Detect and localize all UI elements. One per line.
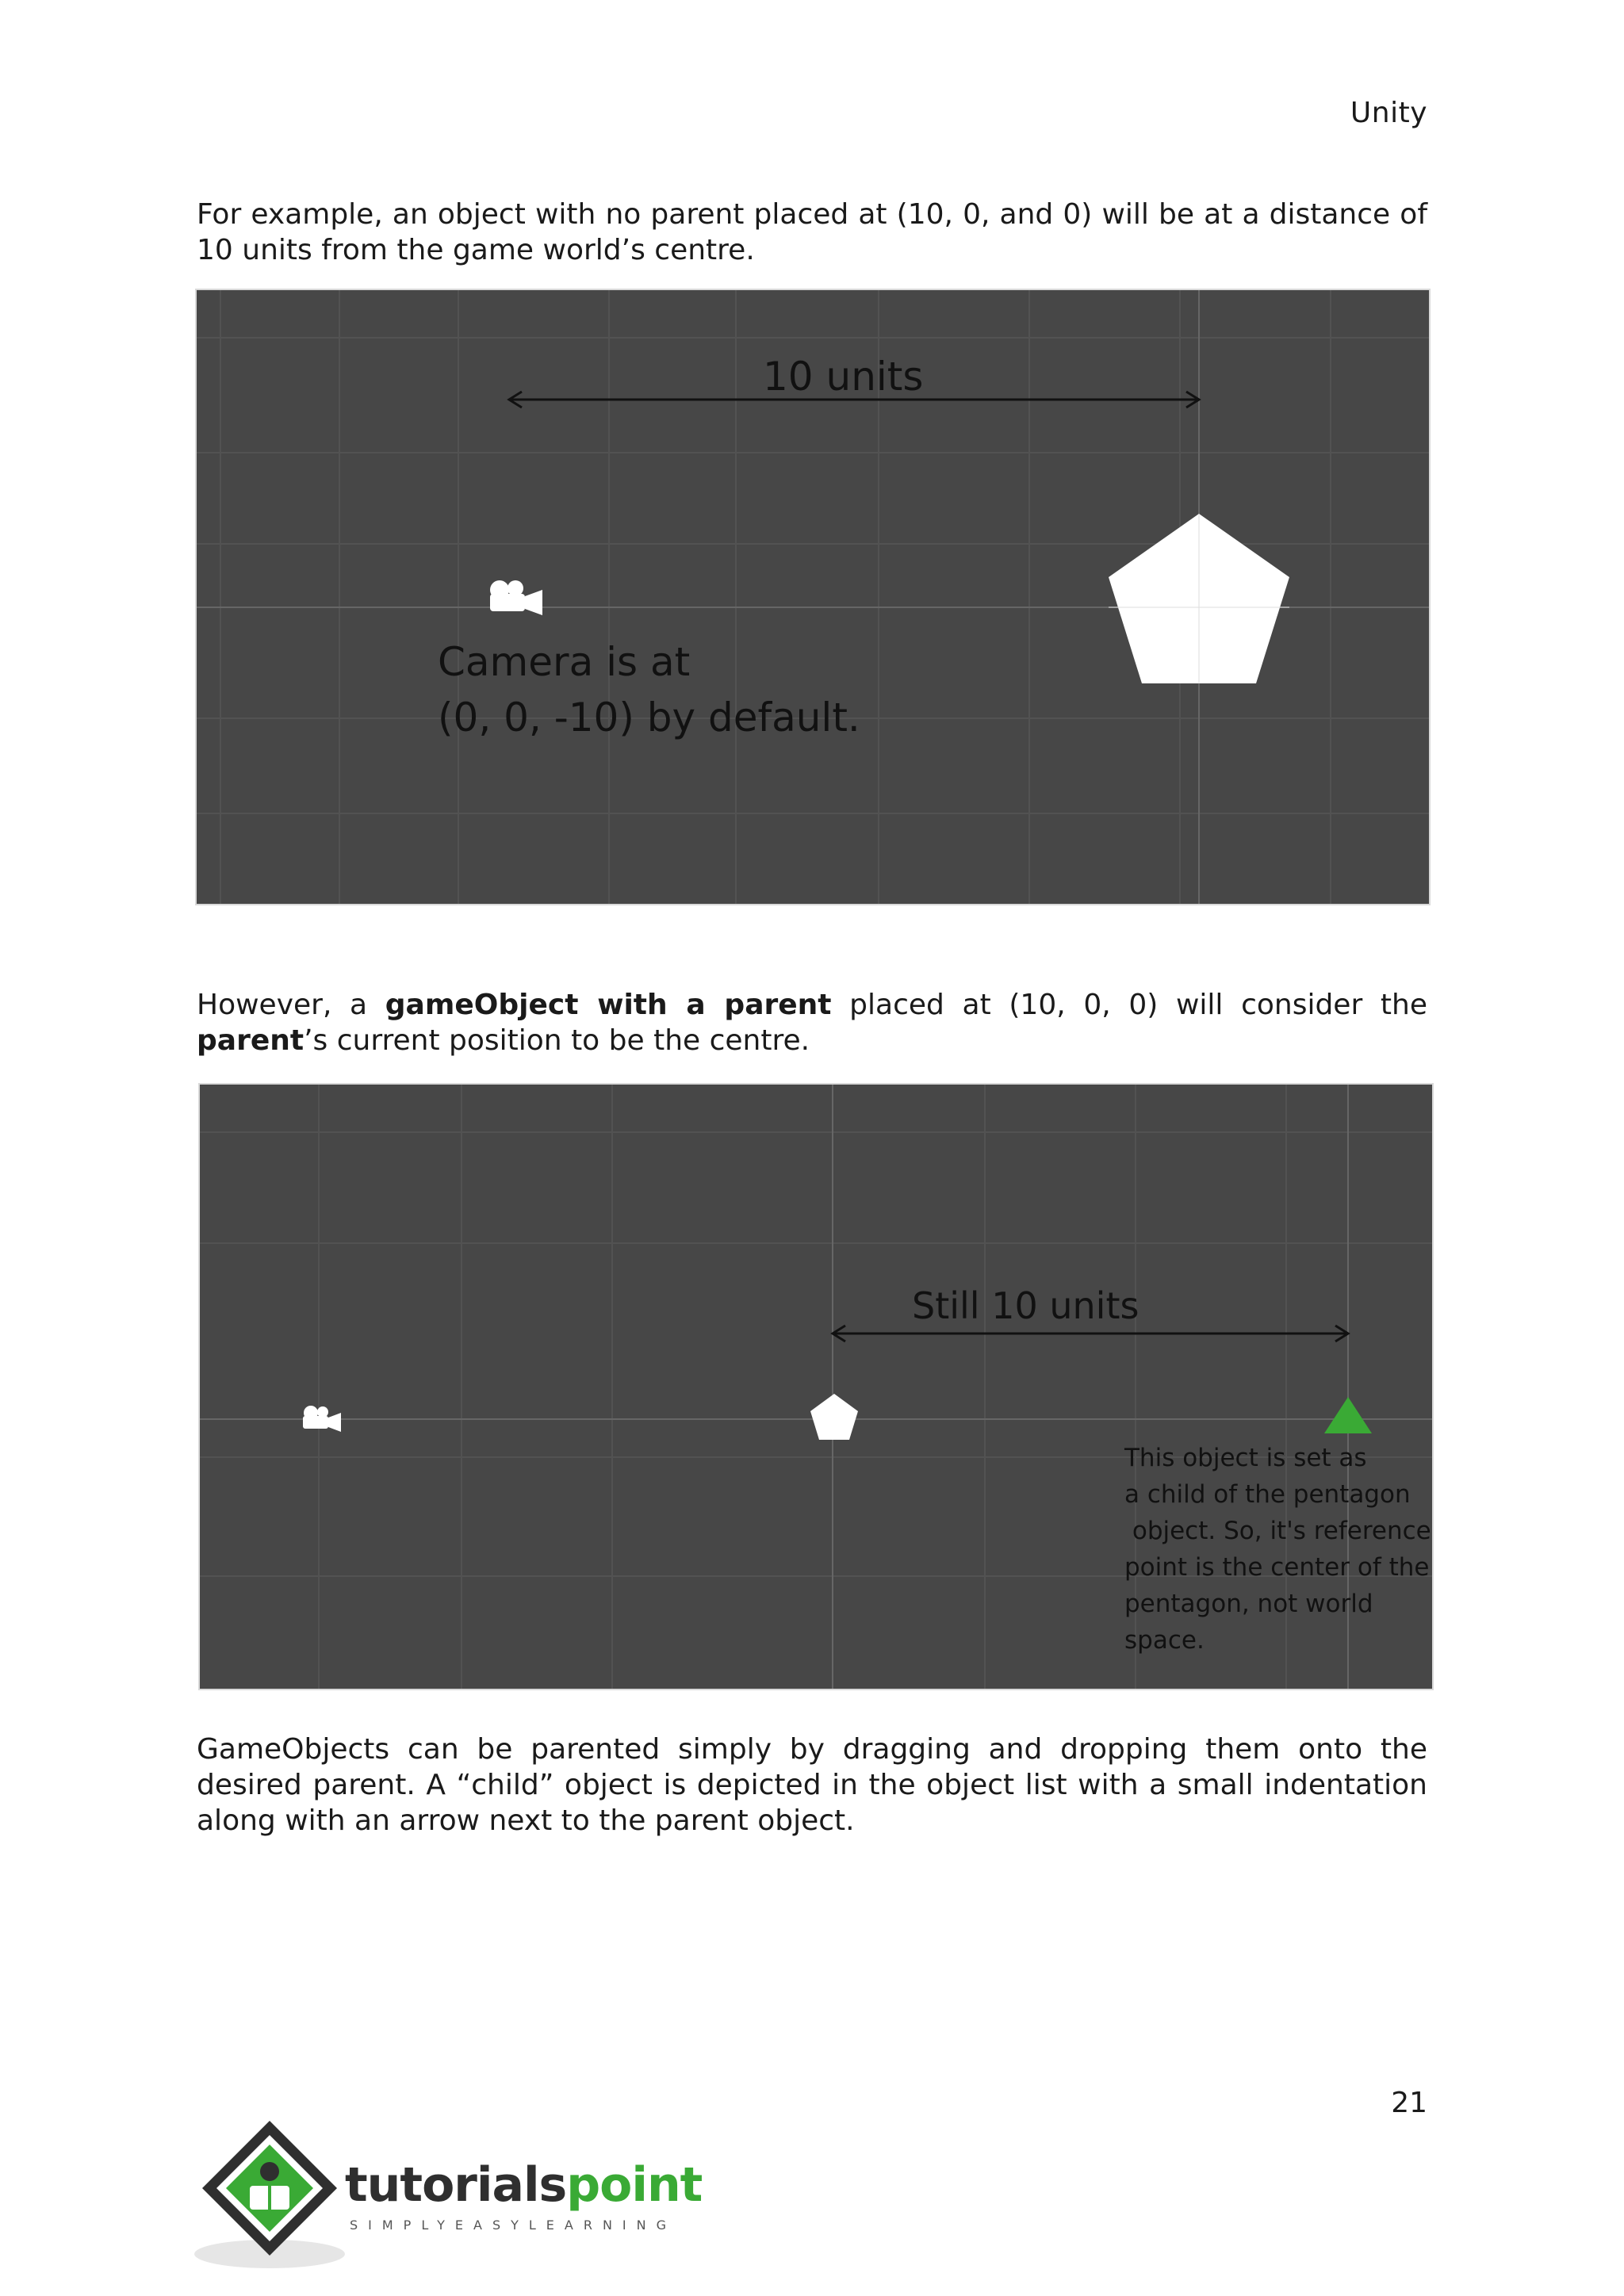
- note-line: object. So, it's reference: [1124, 1517, 1431, 1545]
- camera-caption-line-2: (0, 0, -10) by default.: [438, 695, 860, 740]
- tutorialspoint-logo: [194, 2113, 749, 2271]
- paragraph-with-parent: However, a gameObject with a parent placed at (10, 0, 0) will consider the parent’s current position to be the centre.: [197, 989, 1428, 1057]
- distance-label-2: Still 10 units: [912, 1284, 1139, 1327]
- distance-label: 10 units: [763, 354, 924, 400]
- running-header: Unity: [1350, 97, 1427, 129]
- camera-caption-line-1: Camera is at: [438, 639, 691, 685]
- scene-figure-parent-space: [198, 1083, 1434, 1690]
- note-line: space.: [1124, 1626, 1205, 1655]
- scene-figure-world-space: [195, 289, 1431, 905]
- pentagon-parent-object: [810, 1394, 858, 1440]
- note-line: pentagon, not world: [1124, 1590, 1373, 1618]
- note-line: This object is set as: [1124, 1444, 1367, 1472]
- note-line: point is the center of the: [1124, 1553, 1430, 1582]
- page-number: 21: [1391, 2087, 1427, 2119]
- paragraph-no-parent: For example, an object with no parent placed at (10, 0, and 0) will be at a distance of 10 units from the game world’s centre.: [197, 198, 1427, 266]
- note-line: a child of the pentagon: [1124, 1480, 1411, 1509]
- logo-tagline: SIMPLYEASYLEARNING: [350, 2218, 677, 2233]
- child-object-note: [1124, 1440, 1431, 1659]
- camera-icon: [490, 580, 542, 615]
- paragraph-parenting: GameObjects can be parented simply by dragging and dropping them onto the desired parent. A “child” object is depicted in the object list with a small indentation along with an arrow next to the parent object.: [197, 1733, 1427, 1837]
- logo-wordmark: tutorialspoint: [345, 2157, 703, 2213]
- child-triangle-object: [1324, 1397, 1372, 1433]
- distance-arrow-2: [833, 1326, 1348, 1341]
- logo-emblem-icon: [194, 2113, 345, 2271]
- camera-icon-2: [303, 1406, 341, 1432]
